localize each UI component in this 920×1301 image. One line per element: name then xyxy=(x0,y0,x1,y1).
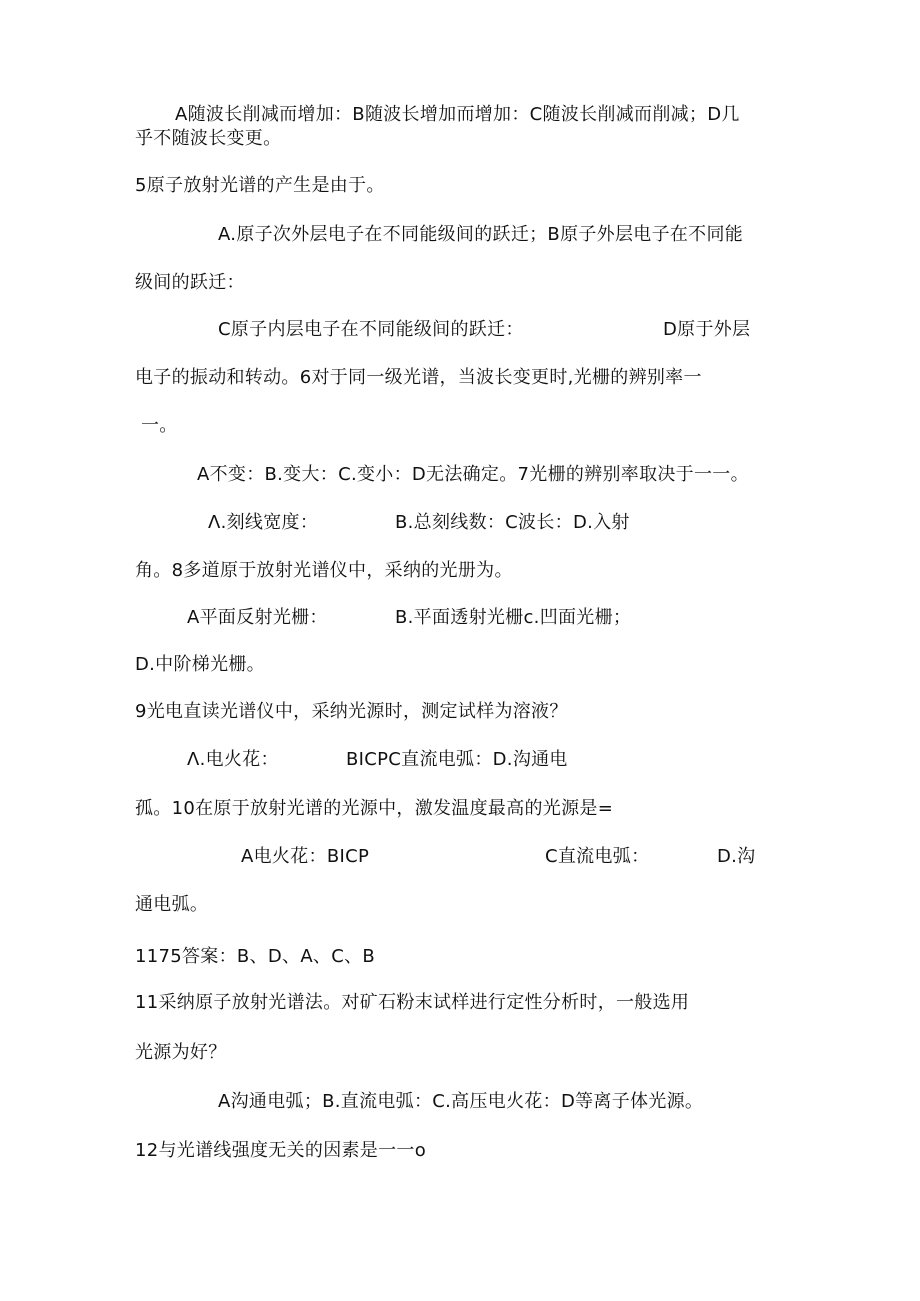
text-line: C直流电弧： xyxy=(545,846,650,867)
text-line: A平面反射光栅： xyxy=(187,607,328,628)
text-line: 1175答案：B、D、A、C、B xyxy=(135,946,376,967)
text-line: D.中阶梯光栅。 xyxy=(135,654,265,675)
text-line: 通电弧。 xyxy=(135,894,209,915)
text-line: 一。 xyxy=(141,415,178,436)
text-line: A不变：B.变大：C.变小：D无法确定。7光栅的辨别率取决于一一。 xyxy=(197,464,749,485)
text-line: 角。8多道原于放射光谱仪中，采纳的光册为。 xyxy=(135,560,513,581)
text-line: 12与光谱线强度无关的因素是一一o xyxy=(135,1140,427,1161)
text-line: B.平面透射光栅c.凹面光栅； xyxy=(395,607,632,628)
text-line: BICPC直流电弧：D.沟通电 xyxy=(346,749,568,770)
text-line: Λ.刻线宽度： xyxy=(208,512,319,533)
text-line: A.原子次外层电子在不同能级间的跃迁；B原子外层电子在不同能 xyxy=(218,224,744,245)
text-line: B.总刻线数：C波长：D.入射 xyxy=(395,512,630,533)
text-line: 级间的跃迁： xyxy=(135,272,245,293)
text-line: 9光电直读光谱仪中，采纳光源时，测定试样为溶液？ xyxy=(135,701,568,722)
text-line: 5原子放射光谱的产生是由于。 xyxy=(135,175,385,196)
text-line: D原于外层 xyxy=(663,319,751,340)
text-line: 光源为好？ xyxy=(135,1042,227,1063)
text-line: D.沟 xyxy=(717,846,756,867)
text-line: C原子内层电子在不同能级间的跃迁： xyxy=(218,319,524,340)
text-line: A电火花：BICP xyxy=(241,846,370,867)
text-line: 乎不随波长变更。 xyxy=(135,128,282,149)
text-line: Λ.电火花： xyxy=(187,749,279,770)
text-line: A沟通电弧；B.直流电弧：C.高压电火花：D等离子体光源。 xyxy=(218,1091,704,1112)
text-line: 孤。10在原于放射光谱的光源中，激发温度最高的光源是= xyxy=(135,798,614,819)
text-line: 11采纳原子放射光谱法。对矿石粉末试样进行定性分析时，一般选用 xyxy=(135,992,690,1013)
text-line: A随波长削减而增加：B随波长增加而增加：C随波长削减而削减；D几 xyxy=(175,104,740,125)
text-line: 电子的振动和转动。6对于同一级光谱，当波长变更时,光栅的辨别率一 xyxy=(135,367,702,388)
